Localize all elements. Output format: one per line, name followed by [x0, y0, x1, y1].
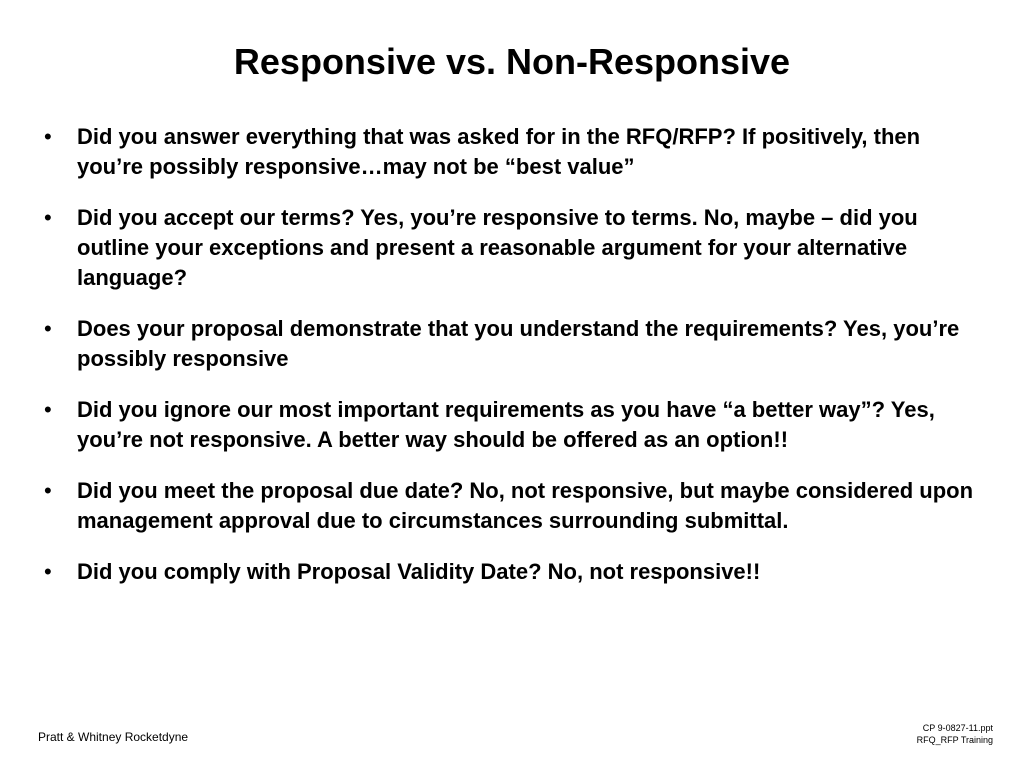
bullet-text: Did you accept our terms? Yes, you’re responsive to terms. No, maybe – did you outline your exceptions and present a reasonable argument for your alternative language?: [77, 205, 918, 290]
bullet-text: Did you ignore our most important requirements as you have “a better way”? Yes, you’re not responsive. A better way should be offered as an option!!: [77, 397, 935, 452]
bullet-item-understand-requirements: [40, 314, 980, 374]
slide-title: Responsive vs. Non-Responsive: [233, 41, 791, 82]
bullet-dot-icon: •: [44, 205, 52, 230]
bullet-text: Did you answer everything that was asked for in the RFQ/RFP? If positively, then you’re possibly responsive…may not be “best value”: [77, 124, 921, 179]
bullet-dot-icon: •: [44, 397, 52, 422]
footer-training-ref: RFQ_RFP Training: [916, 735, 993, 745]
bullet-item-validity-date: [40, 557, 980, 587]
bullet-dot-icon: •: [44, 316, 52, 341]
bullet-dot-icon: •: [44, 559, 52, 584]
bullet-item-answer-everything: [40, 122, 980, 182]
footer-reference: [917, 722, 993, 746]
bullet-text: Does your proposal demonstrate that you understand the requirements? Yes, you’re possibly responsive: [77, 316, 960, 371]
bullet-text: Did you meet the proposal due date? No, not responsive, but maybe considered upon management approval due to circumstances surrounding submittal.: [77, 478, 974, 533]
bullet-item-ignore-requirements: [40, 395, 980, 455]
footer-file-ref: CP 9-0827-11.ppt: [922, 723, 993, 733]
bullet-text: Did you comply with Proposal Validity Date? No, not responsive!!: [77, 559, 761, 584]
bullet-dot-icon: •: [44, 124, 52, 149]
bullet-item-accept-terms: [40, 203, 980, 293]
footer-company: Pratt & Whitney Rocketdyne: [38, 730, 189, 744]
bullet-dot-icon: •: [44, 478, 52, 503]
bullet-list: [40, 122, 980, 608]
bullet-item-due-date: [40, 476, 980, 536]
